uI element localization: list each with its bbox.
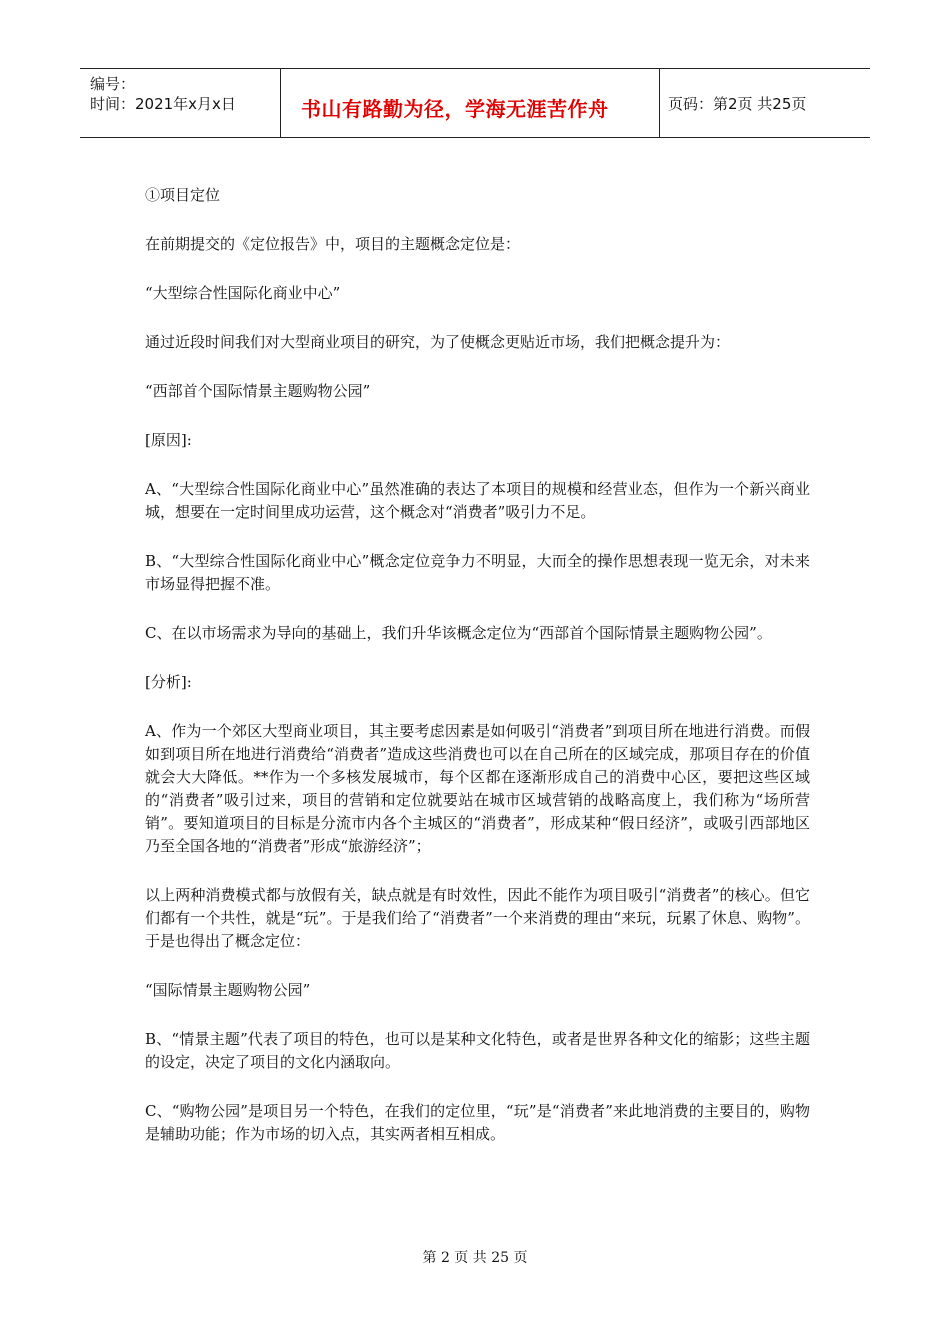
page-footer: 第 2 页 共 25 页 [422, 1250, 528, 1266]
header-meta-cell [80, 69, 281, 137]
number-label: 编号： [90, 75, 136, 93]
page-info: 页码：第2页 共25页 [668, 95, 807, 113]
header-page-cell [660, 69, 870, 137]
paragraph: A、作为一个郊区大型商业项目，其主要考虑因素是如何吸引“消费者”到项目所在地进行消费。而假如到项目所在地进行消费给“消费者”造成这些消费也可以在自己所在的区域完成，那项目存在的价值就会大大降低。**作为一个多核发展城市，每个区都在逐渐形成自己的消费中心区，要把这些区域的“消费者”吸引过来，项目的营销和定位就要站在城市区域营销的战略高度上，我们称为“场所营销”。要知道项目的目标是分流市内各个主城区的“消费者”，形成某种“假日经济”，或吸引西部地区乃至全国各地的“消费者”形成“旅游经济”； [145, 722, 810, 855]
paragraph: B、“情景主题”代表了项目的特色，也可以是某种文化特色，或者是世界各种文化的缩影；这些主题的设定，决定了项目的文化内涵取向。 [145, 1030, 810, 1071]
paragraph: 以上两种消费模式都与放假有关，缺点就是有时效性，因此不能作为项目吸引“消费者”的核心。但它们都有一个共性，就是“玩”。于是我们给了“消费者”一个来消费的理由“来玩，玩累了休息、购物”。于是也得出了概念定位： [145, 886, 810, 950]
paragraph: C、在以市场需求为导向的基础上，我们升华该概念定位为“西部首个国际情景主题购物公园”。 [145, 624, 772, 642]
document-body [145, 184, 810, 1172]
paragraph: C、“购物公园”是项目另一个特色，在我们的定位里，“玩”是“消费者”来此地消费的主要目的，购物是辅助功能；作为市场的切入点，其实两者相互相成。 [145, 1102, 810, 1143]
header-motto-cell [281, 69, 660, 137]
paragraph: 通过近段时间我们对大型商业项目的研究，为了使概念更贴近市场，我们把概念提升为： [145, 333, 731, 351]
reason-heading: [原因]: [145, 431, 192, 449]
section-title: ①项目定位 [145, 186, 221, 204]
motto: 书山有路勤为径，学海无涯苦作舟 [301, 97, 609, 121]
analysis-heading: [分析]: [145, 673, 192, 691]
paragraph: “西部首个国际情景主题购物公园” [145, 382, 371, 400]
paragraph: A、“大型综合性国际化商业中心”虽然准确的表达了本项目的规模和经营业态，但作为一个新兴商业城，想要在一定时间里成功运营，这个概念对“消费者”吸引力不足。 [145, 480, 810, 521]
header-table [80, 68, 870, 138]
time-line: 时间：2021年x月x日 [90, 95, 236, 113]
paragraph: B、“大型综合性国际化商业中心”概念定位竞争力不明显，大而全的操作思想表现一览无余，对未来市场显得把握不准。 [145, 552, 810, 593]
paragraph: “大型综合性国际化商业中心” [145, 284, 341, 302]
paragraph: “国际情景主题购物公园” [145, 981, 311, 999]
paragraph: 在前期提交的《定位报告》中，项目的主题概念定位是： [145, 235, 521, 253]
